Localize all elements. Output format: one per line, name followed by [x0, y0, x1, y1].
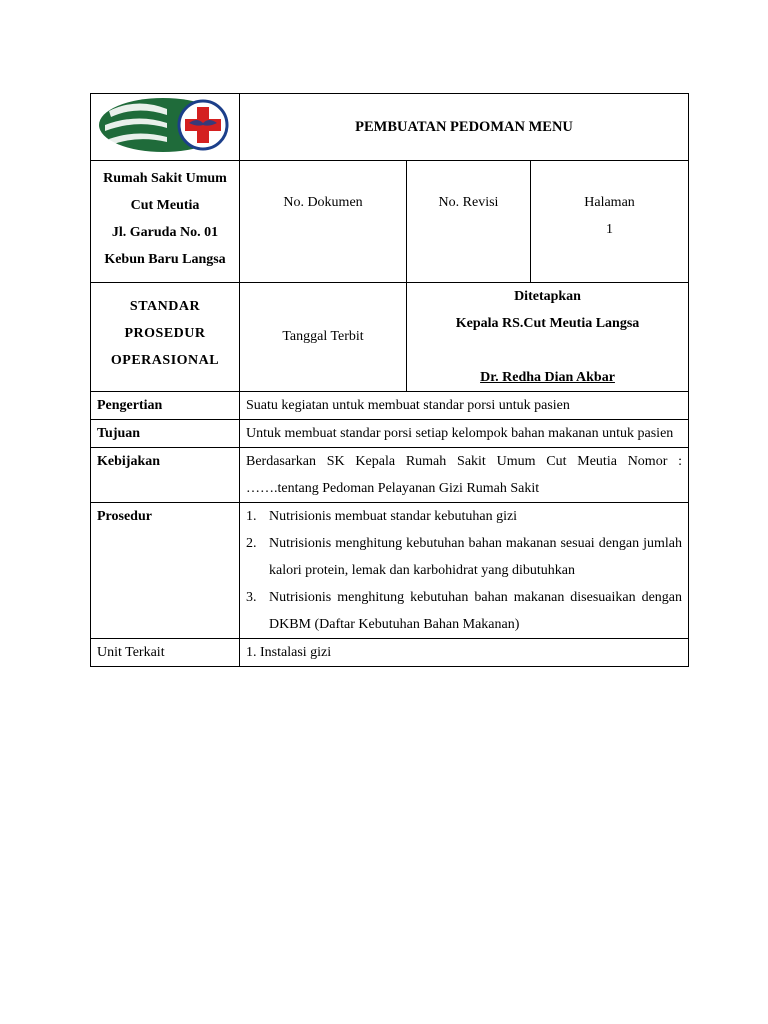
- signature-space: [407, 337, 688, 364]
- section-unit-terkait: [91, 639, 689, 667]
- list-item-number: 2.: [246, 536, 257, 551]
- list-item-number: 1.: [246, 509, 257, 524]
- kebijakan-label: Kebijakan: [91, 448, 240, 503]
- sop-line-2: PROSEDUR: [124, 326, 206, 341]
- page-cell: [531, 161, 689, 283]
- list-item: [246, 503, 682, 530]
- issue-date-cell: [240, 283, 407, 392]
- list-item-text: Nutrisionis menghitung kebutuhan bahan makanan sesuai dengan jumlah kalori protein, lemak dan karbohidrat yang dibutuhkan: [269, 536, 683, 578]
- section-prosedur: [91, 503, 689, 639]
- logo-cell: [91, 94, 240, 161]
- hospital-logo: [97, 95, 233, 155]
- tujuan-text: Untuk membuat standar porsi setiap kelompok bahan makanan untuk pasien: [240, 420, 689, 448]
- pengertian-label: Pengertian: [91, 392, 240, 420]
- hospital-info: [91, 161, 240, 283]
- page-value: 1: [606, 222, 614, 237]
- hospital-line-2: Cut Meutia: [130, 198, 200, 213]
- approver-title: Kepala RS.Cut Meutia Langsa: [455, 316, 640, 331]
- revision-label: No. Revisi: [438, 195, 499, 210]
- section-kebijakan: [91, 448, 689, 503]
- revision-cell: [407, 161, 531, 283]
- section-tujuan: [91, 420, 689, 448]
- hospital-line-3: Jl. Garuda No. 01: [111, 225, 219, 240]
- prosedur-list: [246, 503, 682, 638]
- approved-label: Ditetapkan: [514, 289, 581, 304]
- tujuan-label: Tujuan: [91, 420, 240, 448]
- unit-terkait-text: 1. Instalasi gizi: [240, 639, 689, 667]
- header-approval-row: [91, 283, 689, 392]
- doc-number-cell: [240, 161, 407, 283]
- list-item-number: 3.: [246, 590, 257, 605]
- hospital-line-1: Rumah Sakit Umum: [103, 171, 227, 186]
- list-item: [246, 584, 682, 638]
- prosedur-label: Prosedur: [91, 503, 240, 639]
- sop-label: [91, 283, 240, 392]
- unit-terkait-label: Unit Terkait: [91, 639, 240, 667]
- issue-date-label: Tanggal Terbit: [282, 329, 364, 344]
- list-item-text: Nutrisionis membuat standar kebutuhan gizi: [269, 509, 518, 524]
- approver-name: Dr. Redha Dian Akbar: [480, 370, 615, 385]
- list-item: [246, 530, 682, 584]
- sop-line-3: OPERASIONAL: [110, 353, 220, 368]
- approval-cell: [407, 283, 689, 392]
- prosedur-content: [240, 503, 689, 639]
- document-title: PEMBUATAN PEDOMAN MENU: [240, 94, 689, 161]
- hospital-line-4: Kebun Baru Langsa: [104, 252, 226, 267]
- list-item-text: Nutrisionis menghitung kebutuhan bahan makanan disesuaikan dengan DKBM (Daftar Kebutuhan Bahan Makanan): [269, 590, 683, 632]
- section-pengertian: [91, 392, 689, 420]
- sop-table: [90, 93, 689, 667]
- page-label: Halaman: [584, 195, 635, 210]
- doc-number-label: No. Dokumen: [283, 195, 363, 210]
- kebijakan-text: Berdasarkan SK Kepala Rumah Sakit Umum Cut Meutia Nomor : …….tentang Pedoman Pelayanan Gizi Rumah Sakit: [240, 448, 689, 503]
- pengertian-text: Suatu kegiatan untuk membuat standar porsi untuk pasien: [240, 392, 689, 420]
- header-info-row: [91, 161, 689, 283]
- header-title-row: [91, 94, 689, 161]
- sop-line-1: STANDAR: [129, 299, 201, 314]
